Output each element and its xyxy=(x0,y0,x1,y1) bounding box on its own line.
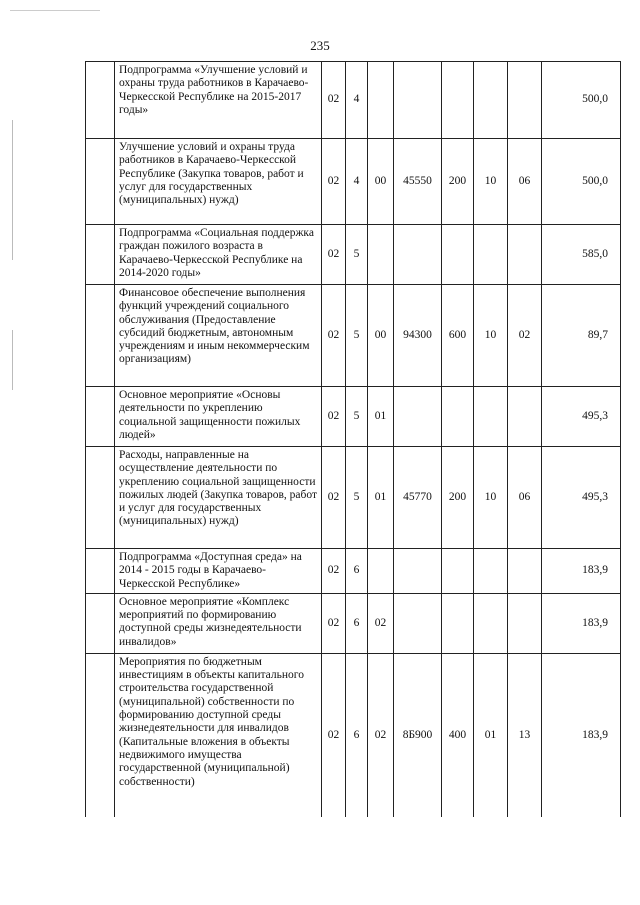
row-code-cell: 01 xyxy=(474,653,508,817)
row-code-cell: 5 xyxy=(346,285,368,387)
row-blank-cell xyxy=(86,653,115,817)
row-code-cell xyxy=(474,387,508,447)
row-code-cell: 45550 xyxy=(394,139,442,225)
row-blank-cell xyxy=(86,285,115,387)
scan-margin-mark xyxy=(12,330,13,390)
table-row xyxy=(86,387,621,447)
scan-top-mark xyxy=(10,10,100,11)
row-code-cell: 02 xyxy=(322,285,346,387)
row-code-cell: 94300 xyxy=(394,285,442,387)
row-code-cell: 6 xyxy=(346,593,368,653)
row-code-cell xyxy=(474,549,508,594)
row-code-cell: 02 xyxy=(322,62,346,139)
scan-margin-mark xyxy=(12,120,13,260)
row-code-cell: 01 xyxy=(368,447,394,549)
row-code-cell: 00 xyxy=(368,139,394,225)
row-name-cell: Основное мероприятие «Комплекс мероприятий по формированию доступной среды жизнедеятельности инвалидов» xyxy=(115,593,322,653)
table-row xyxy=(86,285,621,387)
row-amount-cell: 183,9 xyxy=(542,549,621,594)
row-code-cell: 200 xyxy=(442,139,474,225)
row-code-cell: 01 xyxy=(368,387,394,447)
row-code-cell: 00 xyxy=(368,285,394,387)
row-code-cell: 8Б900 xyxy=(394,653,442,817)
row-code-cell xyxy=(394,593,442,653)
table-row xyxy=(86,139,621,225)
row-code-cell: 02 xyxy=(508,285,542,387)
row-name-cell: Улучшение условий и охраны труда работников в Карачаево-Черкесской Республике (Закупка товаров, работ и услуг для государственных (муниципальных) нужд) xyxy=(115,139,322,225)
row-blank-cell xyxy=(86,225,115,285)
row-code-cell xyxy=(508,549,542,594)
row-code-cell: 02 xyxy=(322,653,346,817)
table-row xyxy=(86,62,621,139)
row-code-cell xyxy=(394,387,442,447)
row-blank-cell xyxy=(86,549,115,594)
row-code-cell: 5 xyxy=(346,447,368,549)
row-code-cell xyxy=(368,62,394,139)
row-code-cell xyxy=(394,62,442,139)
row-code-cell xyxy=(442,549,474,594)
row-code-cell: 10 xyxy=(474,447,508,549)
row-code-cell: 10 xyxy=(474,285,508,387)
row-blank-cell xyxy=(86,447,115,549)
row-code-cell: 06 xyxy=(508,447,542,549)
row-amount-cell: 500,0 xyxy=(542,139,621,225)
row-blank-cell xyxy=(86,593,115,653)
row-amount-cell: 585,0 xyxy=(542,225,621,285)
row-code-cell: 02 xyxy=(322,225,346,285)
row-name-cell: Основное мероприятие «Основы деятельности по укреплению социальной защищенности пожилых людей» xyxy=(115,387,322,447)
table-row xyxy=(86,225,621,285)
row-code-cell: 400 xyxy=(442,653,474,817)
row-code-cell xyxy=(474,225,508,285)
row-amount-cell: 183,9 xyxy=(542,593,621,653)
row-code-cell: 200 xyxy=(442,447,474,549)
row-code-cell: 02 xyxy=(322,139,346,225)
table-row xyxy=(86,549,621,594)
row-blank-cell xyxy=(86,139,115,225)
table-row xyxy=(86,447,621,549)
row-code-cell xyxy=(394,549,442,594)
table-row xyxy=(86,593,621,653)
row-name-cell: Финансовое обеспечение выполнения функций учреждений социального обслуживания (Предоставление субсидий бюджетным, автономным учреждениям и иным некоммерческим организациям) xyxy=(115,285,322,387)
table-row xyxy=(86,653,621,817)
row-name-cell: Подпрограмма «Улучшение условий и охраны труда работников в Карачаево-Черкесской Республике на 2015-2017 годы» xyxy=(115,62,322,139)
row-code-cell: 13 xyxy=(508,653,542,817)
row-code-cell xyxy=(394,225,442,285)
row-code-cell: 4 xyxy=(346,139,368,225)
row-code-cell: 06 xyxy=(508,139,542,225)
row-code-cell: 02 xyxy=(322,549,346,594)
row-code-cell: 6 xyxy=(346,549,368,594)
row-name-cell: Подпрограмма «Социальная поддержка граждан пожилого возраста в Карачаево-Черкесской Республике на 2014-2020 годы» xyxy=(115,225,322,285)
row-code-cell xyxy=(442,387,474,447)
row-code-cell xyxy=(442,225,474,285)
row-code-cell: 02 xyxy=(322,447,346,549)
row-code-cell: 600 xyxy=(442,285,474,387)
row-code-cell: 5 xyxy=(346,225,368,285)
row-code-cell xyxy=(368,549,394,594)
row-code-cell: 02 xyxy=(322,387,346,447)
row-name-cell: Мероприятия по бюджетным инвестициям в объекты капитального строительства государственной (муниципальной) собственности по формированию доступной среды жизнедеятельности для инвалидов (Капитальные вложения в объекты недвижимого имущества государственной (муниципальной) собственности) xyxy=(115,653,322,817)
row-code-cell: 02 xyxy=(368,593,394,653)
page-number: 235 xyxy=(310,38,330,53)
row-amount-cell: 183,9 xyxy=(542,653,621,817)
row-blank-cell xyxy=(86,62,115,139)
row-code-cell xyxy=(442,62,474,139)
budget-table xyxy=(85,61,621,817)
row-code-cell xyxy=(508,225,542,285)
row-amount-cell: 89,7 xyxy=(542,285,621,387)
row-code-cell xyxy=(508,593,542,653)
row-name-cell: Расходы, направленные на осуществление деятельности по укреплению социальной защищенности пожилых людей (Закупка товаров, работ и услуг для государственных (муниципальных) нужд) xyxy=(115,447,322,549)
row-code-cell xyxy=(508,62,542,139)
row-amount-cell: 500,0 xyxy=(542,62,621,139)
row-code-cell: 6 xyxy=(346,653,368,817)
row-code-cell xyxy=(474,62,508,139)
row-name-cell: Подпрограмма «Доступная среда» на 2014 - 2015 годы в Карачаево-Черкесской Республике» xyxy=(115,549,322,594)
row-amount-cell: 495,3 xyxy=(542,387,621,447)
row-code-cell: 02 xyxy=(368,653,394,817)
row-blank-cell xyxy=(86,387,115,447)
row-code-cell xyxy=(474,593,508,653)
row-amount-cell: 495,3 xyxy=(542,447,621,549)
row-code-cell xyxy=(508,387,542,447)
row-code-cell: 4 xyxy=(346,62,368,139)
row-code-cell: 10 xyxy=(474,139,508,225)
row-code-cell: 5 xyxy=(346,387,368,447)
row-code-cell: 45770 xyxy=(394,447,442,549)
row-code-cell: 02 xyxy=(322,593,346,653)
row-code-cell xyxy=(442,593,474,653)
row-code-cell xyxy=(368,225,394,285)
